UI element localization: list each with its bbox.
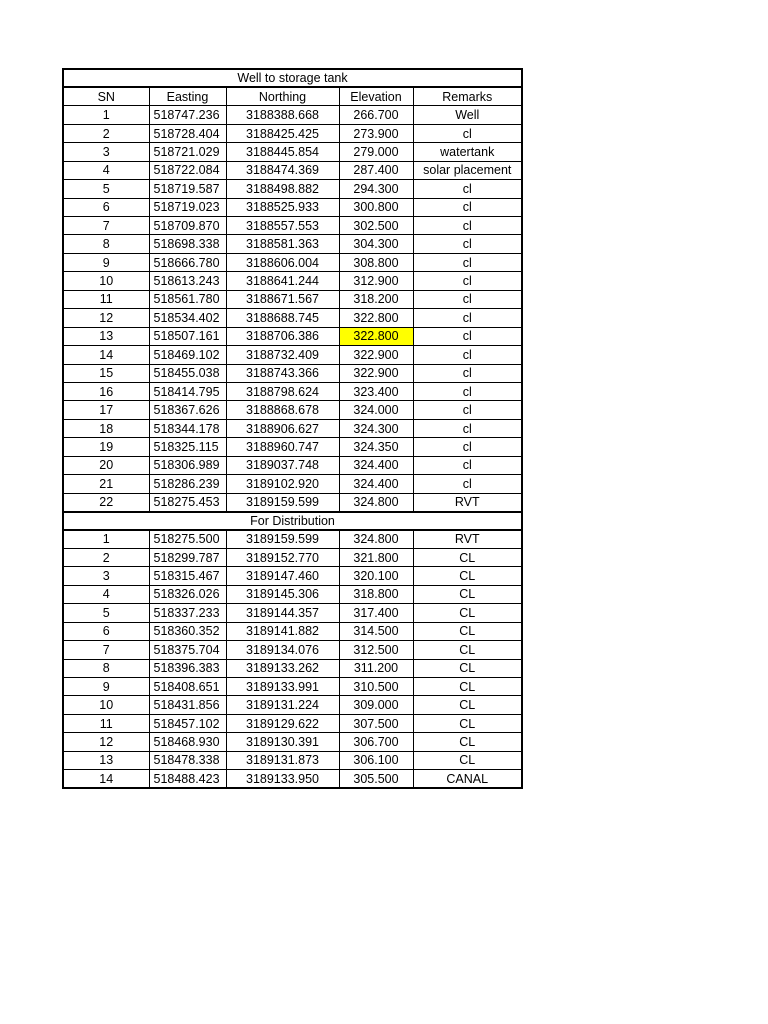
northing-cell: 3188732.409 [226, 346, 339, 364]
elevation-cell: 324.800 [339, 493, 413, 511]
remarks-cell: cl [413, 456, 522, 474]
northing-cell: 3188868.678 [226, 401, 339, 419]
northing-cell: 3189133.950 [226, 770, 339, 788]
northing-cell: 3188671.567 [226, 290, 339, 308]
remarks-cell: CL [413, 733, 522, 751]
sn-cell: 13 [63, 327, 149, 345]
table-row [63, 493, 522, 511]
easting-cell: 518719.023 [149, 198, 226, 216]
table-row [63, 530, 522, 548]
easting-cell: 518286.239 [149, 475, 226, 493]
elevation-cell: 307.500 [339, 714, 413, 732]
elevation-cell: 302.500 [339, 217, 413, 235]
sn-cell: 14 [63, 346, 149, 364]
remarks-cell: cl [413, 346, 522, 364]
remarks-cell: cl [413, 327, 522, 345]
northing-cell: 3188798.624 [226, 382, 339, 400]
sn-cell: 1 [63, 530, 149, 548]
remarks-cell: cl [413, 124, 522, 142]
elevation-cell: 314.500 [339, 622, 413, 640]
remarks-cell: CL [413, 714, 522, 732]
remarks-cell: CL [413, 677, 522, 695]
easting-cell: 518325.115 [149, 438, 226, 456]
remarks-cell: CL [413, 548, 522, 566]
easting-cell: 518360.352 [149, 622, 226, 640]
section-title: For Distribution [63, 512, 522, 530]
table-row [63, 622, 522, 640]
elevation-cell: 306.100 [339, 751, 413, 769]
table-row [63, 548, 522, 566]
elevation-cell: 324.000 [339, 401, 413, 419]
easting-cell: 518306.989 [149, 456, 226, 474]
northing-cell: 3188498.882 [226, 180, 339, 198]
northing-cell: 3189102.920 [226, 475, 339, 493]
easting-cell: 518728.404 [149, 124, 226, 142]
sn-cell: 17 [63, 401, 149, 419]
column-header-northing: Northing [226, 87, 339, 105]
elevation-cell: 322.900 [339, 346, 413, 364]
remarks-cell: cl [413, 253, 522, 271]
northing-cell: 3188606.004 [226, 253, 339, 271]
remarks-cell: CL [413, 659, 522, 677]
easting-cell: 518468.930 [149, 733, 226, 751]
sn-cell: 22 [63, 493, 149, 511]
sn-cell: 14 [63, 770, 149, 788]
table-row [63, 751, 522, 769]
elevation-cell: 308.800 [339, 253, 413, 271]
elevation-cell: 300.800 [339, 198, 413, 216]
northing-cell: 3188743.366 [226, 364, 339, 382]
sn-cell: 2 [63, 124, 149, 142]
remarks-cell: cl [413, 180, 522, 198]
remarks-cell: cl [413, 438, 522, 456]
remarks-cell: CL [413, 751, 522, 769]
column-header-remarks: Remarks [413, 87, 522, 105]
northing-cell: 3188474.369 [226, 161, 339, 179]
sn-cell: 20 [63, 456, 149, 474]
remarks-cell: cl [413, 475, 522, 493]
elevation-cell: 322.800 [339, 309, 413, 327]
northing-cell: 3189037.748 [226, 456, 339, 474]
sn-cell: 16 [63, 382, 149, 400]
easting-cell: 518721.029 [149, 143, 226, 161]
elevation-cell: 323.400 [339, 382, 413, 400]
elevation-cell: 324.400 [339, 456, 413, 474]
sn-cell: 6 [63, 622, 149, 640]
easting-cell: 518315.467 [149, 567, 226, 585]
table-row [63, 161, 522, 179]
easting-cell: 518719.587 [149, 180, 226, 198]
table-row [63, 567, 522, 585]
elevation-cell: 287.400 [339, 161, 413, 179]
easting-cell: 518613.243 [149, 272, 226, 290]
remarks-cell: CL [413, 641, 522, 659]
easting-cell: 518414.795 [149, 382, 226, 400]
table-row [63, 419, 522, 437]
table-row [63, 272, 522, 290]
table-row [63, 198, 522, 216]
elevation-cell: 310.500 [339, 677, 413, 695]
sn-cell: 9 [63, 253, 149, 271]
table-row [63, 401, 522, 419]
remarks-cell: cl [413, 401, 522, 419]
sn-cell: 9 [63, 677, 149, 695]
table-row [63, 180, 522, 198]
remarks-cell: CL [413, 604, 522, 622]
sn-cell: 4 [63, 161, 149, 179]
easting-cell: 518488.423 [149, 770, 226, 788]
sn-cell: 5 [63, 180, 149, 198]
elevation-cell: 318.800 [339, 585, 413, 603]
table-row [63, 309, 522, 327]
sn-cell: 8 [63, 659, 149, 677]
column-header-elevation: Elevation [339, 87, 413, 105]
table-row [63, 253, 522, 271]
column-header-easting: Easting [149, 87, 226, 105]
northing-cell: 3189159.599 [226, 530, 339, 548]
remarks-cell: RVT [413, 530, 522, 548]
northing-cell: 3189141.882 [226, 622, 339, 640]
section-title: Well to storage tank [63, 69, 522, 87]
sn-cell: 13 [63, 751, 149, 769]
northing-cell: 3188557.553 [226, 217, 339, 235]
northing-cell: 3189152.770 [226, 548, 339, 566]
northing-cell: 3188581.363 [226, 235, 339, 253]
easting-cell: 518299.787 [149, 548, 226, 566]
remarks-cell: CL [413, 696, 522, 714]
easting-cell: 518396.383 [149, 659, 226, 677]
easting-cell: 518457.102 [149, 714, 226, 732]
elevation-cell: 324.800 [339, 530, 413, 548]
easting-cell: 518747.236 [149, 106, 226, 124]
table-row [63, 714, 522, 732]
sn-cell: 19 [63, 438, 149, 456]
elevation-cell: 305.500 [339, 770, 413, 788]
easting-cell: 518561.780 [149, 290, 226, 308]
sn-cell: 1 [63, 106, 149, 124]
sn-cell: 15 [63, 364, 149, 382]
northing-cell: 3189134.076 [226, 641, 339, 659]
easting-cell: 518337.233 [149, 604, 226, 622]
northing-cell: 3189145.306 [226, 585, 339, 603]
northing-cell: 3188445.854 [226, 143, 339, 161]
table-row [63, 438, 522, 456]
northing-cell: 3188388.668 [226, 106, 339, 124]
table-row [63, 290, 522, 308]
northing-cell: 3189133.991 [226, 677, 339, 695]
highlighted-elevation-cell: 322.800 [339, 327, 413, 345]
table-row [63, 124, 522, 142]
table-row [63, 364, 522, 382]
coordinates-table [62, 68, 523, 789]
remarks-cell: cl [413, 419, 522, 437]
remarks-cell: cl [413, 290, 522, 308]
northing-cell: 3188525.933 [226, 198, 339, 216]
remarks-cell: cl [413, 364, 522, 382]
sn-cell: 12 [63, 309, 149, 327]
remarks-cell: CL [413, 567, 522, 585]
easting-cell: 518666.780 [149, 253, 226, 271]
elevation-cell: 266.700 [339, 106, 413, 124]
elevation-cell: 317.400 [339, 604, 413, 622]
northing-cell: 3189131.224 [226, 696, 339, 714]
table-row [63, 475, 522, 493]
elevation-cell: 312.900 [339, 272, 413, 290]
northing-cell: 3189147.460 [226, 567, 339, 585]
easting-cell: 518469.102 [149, 346, 226, 364]
easting-cell: 518367.626 [149, 401, 226, 419]
table-row [63, 382, 522, 400]
table-row [63, 143, 522, 161]
elevation-cell: 273.900 [339, 124, 413, 142]
sn-cell: 12 [63, 733, 149, 751]
table-row [63, 696, 522, 714]
table-row [63, 235, 522, 253]
table-row [63, 585, 522, 603]
table-row [63, 677, 522, 695]
remarks-cell: CL [413, 622, 522, 640]
northing-cell: 3189133.262 [226, 659, 339, 677]
remarks-cell: solar placement [413, 161, 522, 179]
table-row [63, 770, 522, 788]
elevation-cell: 306.700 [339, 733, 413, 751]
easting-cell: 518344.178 [149, 419, 226, 437]
easting-cell: 518455.038 [149, 364, 226, 382]
sn-cell: 6 [63, 198, 149, 216]
northing-cell: 3189159.599 [226, 493, 339, 511]
sn-cell: 8 [63, 235, 149, 253]
sn-cell: 18 [63, 419, 149, 437]
sn-cell: 10 [63, 696, 149, 714]
remarks-cell: cl [413, 217, 522, 235]
easting-cell: 518275.453 [149, 493, 226, 511]
easting-cell: 518431.856 [149, 696, 226, 714]
remarks-cell: cl [413, 309, 522, 327]
elevation-cell: 320.100 [339, 567, 413, 585]
section-title-row [63, 512, 522, 530]
northing-cell: 3188425.425 [226, 124, 339, 142]
easting-cell: 518375.704 [149, 641, 226, 659]
easting-cell: 518478.338 [149, 751, 226, 769]
table-row [63, 604, 522, 622]
table-row [63, 106, 522, 124]
sn-cell: 2 [63, 548, 149, 566]
remarks-cell: CANAL [413, 770, 522, 788]
remarks-cell: CL [413, 585, 522, 603]
sn-cell: 21 [63, 475, 149, 493]
elevation-cell: 312.500 [339, 641, 413, 659]
northing-cell: 3188706.386 [226, 327, 339, 345]
elevation-cell: 318.200 [339, 290, 413, 308]
easting-cell: 518709.870 [149, 217, 226, 235]
easting-cell: 518326.026 [149, 585, 226, 603]
sn-cell: 11 [63, 714, 149, 732]
sn-cell: 7 [63, 641, 149, 659]
elevation-cell: 321.800 [339, 548, 413, 566]
elevation-cell: 311.200 [339, 659, 413, 677]
remarks-cell: RVT [413, 493, 522, 511]
easting-cell: 518507.161 [149, 327, 226, 345]
table-row [63, 346, 522, 364]
sn-cell: 3 [63, 143, 149, 161]
sn-cell: 4 [63, 585, 149, 603]
northing-cell: 3189131.873 [226, 751, 339, 769]
elevation-cell: 309.000 [339, 696, 413, 714]
remarks-cell: cl [413, 382, 522, 400]
elevation-cell: 304.300 [339, 235, 413, 253]
elevation-cell: 324.400 [339, 475, 413, 493]
table-row [63, 659, 522, 677]
remarks-cell: cl [413, 235, 522, 253]
table-row [63, 456, 522, 474]
easting-cell: 518534.402 [149, 309, 226, 327]
elevation-cell: 324.350 [339, 438, 413, 456]
table-row [63, 217, 522, 235]
sn-cell: 11 [63, 290, 149, 308]
elevation-cell: 322.900 [339, 364, 413, 382]
remarks-cell: watertank [413, 143, 522, 161]
northing-cell: 3189130.391 [226, 733, 339, 751]
sn-cell: 10 [63, 272, 149, 290]
elevation-cell: 294.300 [339, 180, 413, 198]
northing-cell: 3188906.627 [226, 419, 339, 437]
northing-cell: 3188688.745 [226, 309, 339, 327]
coordinates-table-body [63, 69, 522, 788]
elevation-cell: 324.300 [339, 419, 413, 437]
section-title-row [63, 69, 522, 87]
table-row [63, 733, 522, 751]
table-row [63, 641, 522, 659]
sn-cell: 7 [63, 217, 149, 235]
northing-cell: 3188960.747 [226, 438, 339, 456]
easting-cell: 518408.651 [149, 677, 226, 695]
column-header-sn: SN [63, 87, 149, 105]
remarks-cell: cl [413, 198, 522, 216]
easting-cell: 518698.338 [149, 235, 226, 253]
northing-cell: 3189129.622 [226, 714, 339, 732]
elevation-cell: 279.000 [339, 143, 413, 161]
remarks-cell: cl [413, 272, 522, 290]
remarks-cell: Well [413, 106, 522, 124]
easting-cell: 518275.500 [149, 530, 226, 548]
header-row [63, 87, 522, 105]
northing-cell: 3188641.244 [226, 272, 339, 290]
easting-cell: 518722.084 [149, 161, 226, 179]
table-row [63, 327, 522, 345]
sn-cell: 3 [63, 567, 149, 585]
sn-cell: 5 [63, 604, 149, 622]
northing-cell: 3189144.357 [226, 604, 339, 622]
